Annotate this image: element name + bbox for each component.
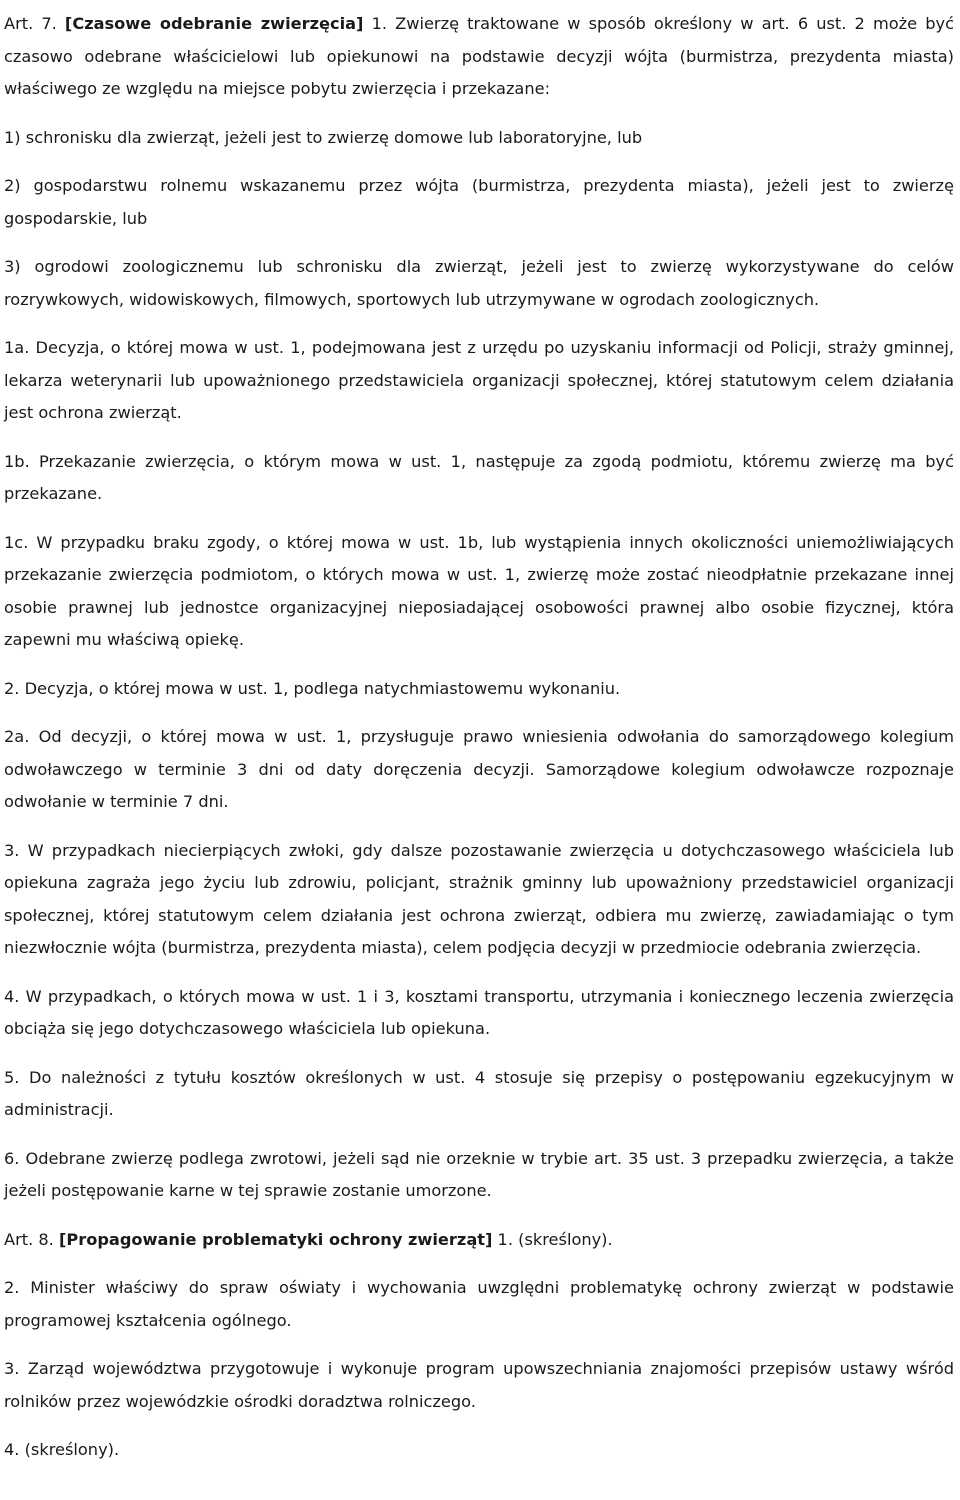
art7-ust3: 3. W przypadkach niecierpiących zwłoki, gdy dalsze pozostawanie zwierzęcia u dotychczasowego właściciela lub opiekuna zagraża jego życiu lub zdrowiu, policjant, strażnik gminny lub upoważniony przedstawiciel organizacji społecznej, której statutowym celem działania jest ochrona zwierząt, odbiera mu zwierzę, zawiadamiając o tym niezwłocznie wójta (burmistrza, prezydenta miasta), celem podjęcia decyzji w przedmiocie odebrania zwierzęcia. <box>4 840 954 957</box>
art8-ust1-text: 1. (skreślony). <box>492 1229 613 1249</box>
art7-number: Art. 7. <box>4 14 65 33</box>
art7-ust1a: 1a. Decyzja, o której mowa w ust. 1, podejmowana jest z urzędu po uzyskaniu informacji od Policji, straży gminnej, lekarza weterynarii lub upoważnionego przedstawiciela organizacji społecznej, której statutowym celem działania jest ochrona zwierząt. <box>4 338 954 422</box>
art8-title: [Propagowanie problematyki ochrony zwierząt] <box>58 1229 493 1249</box>
art7-ust1-paragraph <box>4 8 954 106</box>
art8-ust4: 4. (skreślony). <box>4 1440 120 1459</box>
art7-item2: 2) gospodarstwu rolnemu wskazanemu przez wójta (burmistrza, prezydenta miasta), jeżeli jest to zwierzę gospodarskie, lub <box>4 176 954 228</box>
art8-ust3: 3. Zarząd województwa przygotowuje i wykonuje program upowszechniania znajomości przepisów ustawy wśród rolników przez wojewódzkie ośrodki doradztwa rolniczego. <box>4 1359 954 1411</box>
art7-ust5: 5. Do należności z tytułu kosztów określonych w ust. 4 stosuje się przepisy o postępowaniu egzekucyjnym w administracji. <box>4 1067 954 1119</box>
art7-ust1c: 1c. W przypadku braku zgody, o której mowa w ust. 1b, lub wystąpienia innych okoliczności uniemożliwiających przekazanie zwierzęcia podmiotom, o których mowa w ust. 1, zwierzę może zostać nieodpłatnie przekazane innej osobie prawnej lub jednostce organizacyjnej nieposiadającej osobowości prawnej albo osobie fizycznej, która zapewni mu właściwą opiekę. <box>4 532 954 649</box>
art7-ust2: 2. Decyzja, o której mowa w ust. 1, podlega natychmiastowemu wykonaniu. <box>4 678 621 698</box>
art7-ust4: 4. W przypadkach, o których mowa w ust. 1 i 3, kosztami transportu, utrzymania i koniecznego leczenia zwierzęcia obciąża się jego dotychczasowego właściciela lub opiekuna. <box>4 986 954 1038</box>
art7-item1: 1) schronisku dla zwierząt, jeżeli jest to zwierzę domowe lub laboratoryjne, lub <box>4 127 643 147</box>
art7-item3: 3) ogrodowi zoologicznemu lub schronisku dla zwierząt, jeżeli jest to zwierzę wykorzystywane do celów rozrywkowych, widowiskowych, filmowych, sportowych lub utrzymywane w ogrodach zoologicznych. <box>4 257 954 309</box>
art7-ust2a: 2a. Od decyzji, o której mowa w ust. 1, przysługuje prawo wniesienia odwołania do samorządowego kolegium odwoławczego w terminie 3 dni od daty doręczenia decyzji. Samorządowe kolegium odwoławcze rozpoznaje odwołanie w terminie 7 dni. <box>4 727 954 811</box>
art8-ust1-paragraph <box>4 1224 954 1257</box>
document-page <box>4 8 954 1467</box>
art7-ust1b: 1b. Przekazanie zwierzęcia, o którym mowa w ust. 1, następuje za zgodą podmiotu, któremu zwierzę ma być przekazane. <box>4 451 954 503</box>
art7-ust1-text: 1. Zwierzę traktowane w sposób określony w art. 6 ust. 2 może być czasowo odebrane właścicielowi lub opiekunowi na podstawie decyzji wójta (burmistrza, prezydenta miasta) właściwego ze względu na miejsce pobytu zwierzęcia i przekazane: <box>4 14 954 98</box>
art7-ust6: 6. Odebrane zwierzę podlega zwrotowi, jeżeli sąd nie orzeknie w trybie art. 35 ust. 3 przepadku zwierzęcia, a także jeżeli postępowanie karne w tej sprawie zostanie umorzone. <box>4 1148 954 1200</box>
art8-number: Art. 8. <box>4 1229 59 1249</box>
art8-ust2: 2. Minister właściwy do spraw oświaty i wychowania uwzględni problematykę ochrony zwierząt w podstawie programowej kształcenia ogólnego. <box>4 1278 954 1330</box>
art7-title: [Czasowe odebranie zwierzęcia] <box>64 14 364 33</box>
